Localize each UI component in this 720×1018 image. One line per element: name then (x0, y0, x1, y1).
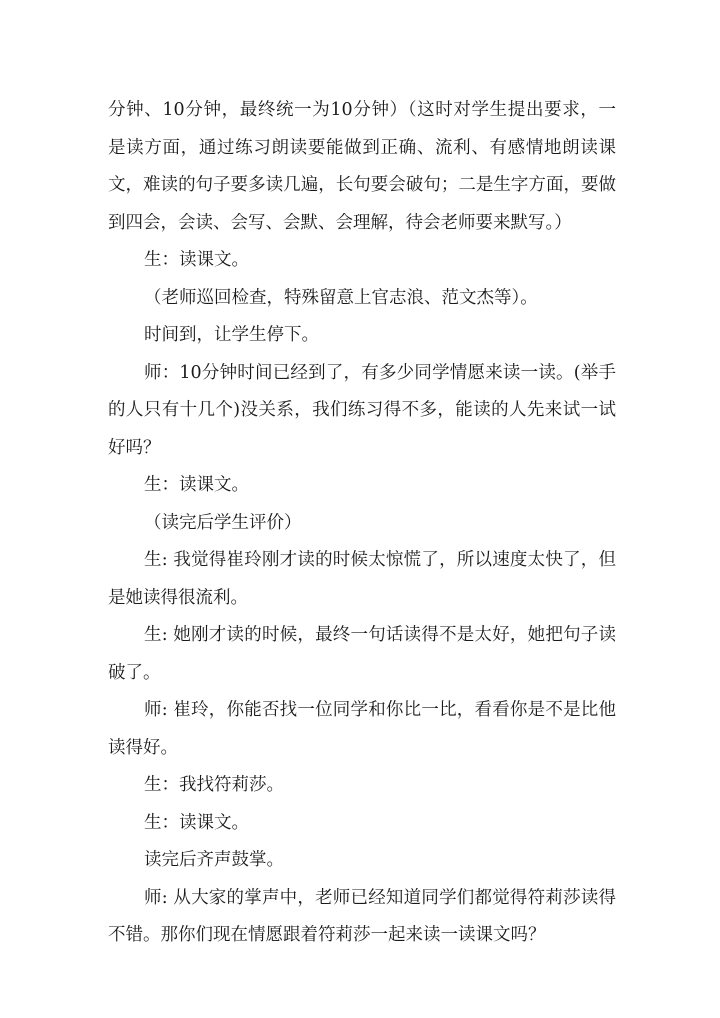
paragraph-instructions: 分钟、10分钟，最终统一为10分钟）（这时对学生提出要求，一是读方面，通过练习朗读要能做到正确、流利、有感情地朗读课文，难读的句子要多读几遍，长句要会破句；二是生字方面，要做到四会，会读、会写、会默、会理解，待会老师要来默写。） (108, 100, 616, 233)
paragraph-student-comment-2: 生: 她刚才读的时候，最终一句话读得不是太好，她把句子读破了。 (108, 625, 616, 683)
paragraph-student-choice: 生：我找符莉莎。 (144, 775, 284, 795)
paragraph-applause: 读完后齐声鼓掌。 (144, 850, 284, 870)
paragraph-student-reads: 生：读课文。 (144, 250, 249, 270)
paragraph-student-reads-3: 生：读课文。 (144, 812, 249, 833)
paragraph-student-reads-2: 生：读课文。 (144, 475, 249, 495)
paragraph-teacher-asks: 师：10分钟时间已经到了，有多少同学情愿来读一读。(举手的人只有十几个)没关系，我们练习得不多，能读的人先来试一试好吗？ (108, 362, 616, 458)
paragraph-teacher-challenge: 师: 崔玲，你能否找一位同学和你比一比，看看你是不是比他读得好。 (108, 700, 616, 758)
paragraph-time-up: 时间到，让学生停下。 (144, 325, 319, 345)
paragraph-student-comment-1: 生: 我觉得崔玲刚才读的时候太惊慌了，所以速度太快了，但是她读得很流利。 (108, 550, 616, 608)
paragraph-teacher-invites: 师: 从大家的掌声中，老师已经知道同学们都觉得符莉莎读得不错。那你们现在情愿跟着符莉莎一起来读一读课文吗？ (108, 887, 616, 945)
document-body (108, 92, 616, 955)
paragraph-teacher-checks: （老师巡回检查，特殊留意上官志浪、范文杰等）。 (144, 287, 538, 308)
paragraph-evaluation-note: （读完后学生评价） (144, 512, 302, 533)
